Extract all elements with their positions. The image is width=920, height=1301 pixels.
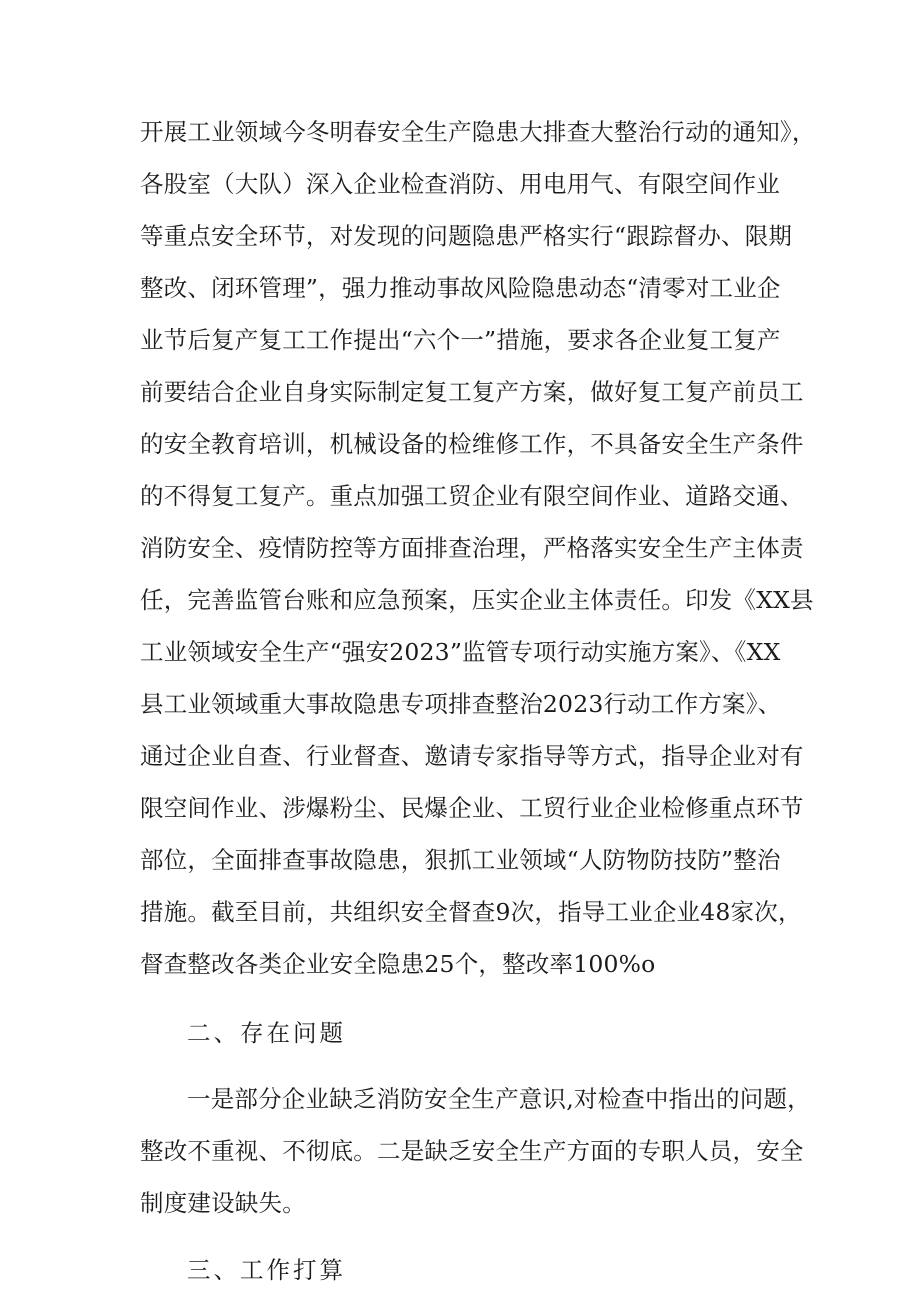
text-line: 开展工业领域今冬明春安全生产隐患大排查大整治行动的通知》， (140, 118, 816, 146)
text-line: 整改不重视、不彻底。二是缺乏安全生产方面的专职人员，安全 (140, 1137, 804, 1165)
text-line: 整改、闭环管理”，强力推动事故风险隐患动态“清零对工业企 (140, 274, 781, 302)
text-line: 任，完善监管台账和应急预案，压实企业主体责任。印发《XX县 (140, 586, 814, 614)
text-line: 消防安全、疫情防控等方面排查治理，严格落实安全生产主体责 (140, 534, 804, 562)
text-line: 措施。截至目前，共组织安全督查9次，指导工业企业48家次， (140, 898, 802, 926)
text-line: 限空间作业、涉爆粉尘、民爆企业、工贸行业企业检修重点环节 (140, 794, 804, 822)
text-line: 等重点安全环节，对发现的问题隐患严格实行“跟踪督办、限期 (140, 222, 793, 250)
text-line: 县工业领域重大事故隐患专项排查整治2023行动工作方案》、 (140, 690, 782, 718)
text-line: 部位，全面排查事故隐患，狠抓工业领域“人防物防技防”整治 (140, 846, 781, 874)
section-heading-existing-problems: 二、存在问题 (187, 1019, 346, 1047)
text-line: 通过企业自查、行业督查、邀请专家指导等方式，指导企业对有 (140, 742, 804, 770)
section-heading-work-plan: 三、工作打算 (187, 1256, 346, 1284)
text-line: 一是部分企业缺乏消防安全生产意识,对检查中指出的问题， (187, 1085, 811, 1113)
text-line: 工业领域安全生产“强安2023”监管专项行动实施方案》、《XX (140, 638, 781, 666)
text-line: 的不得复工复产。重点加强工贸企业有限空间作业、道路交通、 (140, 482, 804, 510)
text-line: 前要结合企业自身实际制定复工复产方案，做好复工复产前员工 (140, 378, 804, 406)
text-line: 制度建设缺失。 (140, 1189, 306, 1217)
text-line: 业节后复产复工工作提出“六个一”措施，要求各企业复工复产 (140, 326, 781, 354)
text-line: 督查整改各类企业安全隐患25个，整改率100%o (140, 950, 656, 978)
text-line: 的安全教育培训，机械设备的检维修工作，不具备安全生产条件 (140, 430, 804, 458)
text-line: 各股室（大队）深入企业检查消防、用电用气、有限空间作业 (140, 170, 780, 198)
